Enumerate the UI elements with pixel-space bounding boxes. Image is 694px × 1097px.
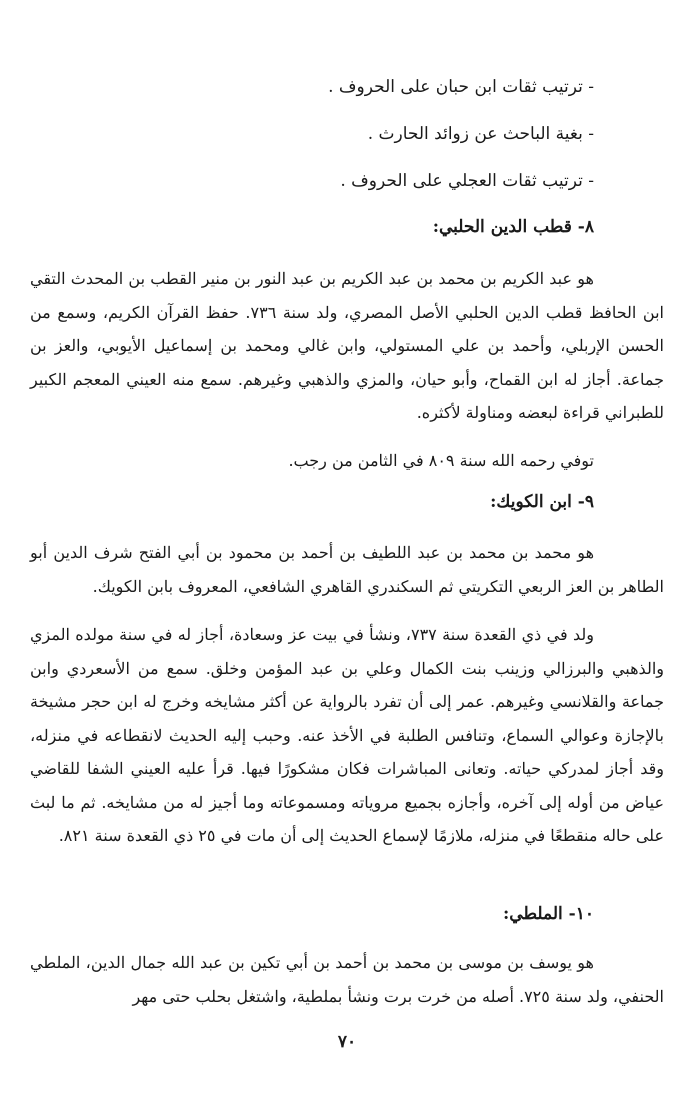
list-item: - ترتيب ثقات ابن حبان على الحروف . [328, 77, 594, 97]
list-item: - بغية الباحث عن زوائد الحارث . [367, 124, 594, 144]
section-heading: ٩- ابن الكويك: [490, 492, 594, 512]
paragraph: ولد في ذي القعدة سنة ٧٣٧، ونشأ في بيت عز وسعادة، أجاز له في سنة مولده المزي والذهبي والبرزالي وزينب بنت الكمال وعلي بن عبد المؤمن وخلق. سمع من الأسعردي وابن جماعة والقلانسي وغيرهم. عمر إلى أن تفرد بالرواية عن أكثر مشايخه وخرج له ابن حجر مشيخة بالإجازة وعوالي السماع، وتنافس الطلبة في الأخذ عنه. وحبب إليه الحديث لانقطاعه في منزله، وقد أجاز لمدركي حياته. وتعانى المباشرات فكان مشكورًا فيها. قرأ عليه العيني الشفا للقاضي عياض من أوله إلى آخره، وأجازه بجميع مروياته ومسموعاته وما أجيز له من مشايخه. ثم ما لبث على حاله منقطعًا في منزله، ملازمًا لإسماع الحديث إلى أن مات في ٢٥ ذي القعدة سنة ٨٢١. [30, 625, 665, 845]
list-item: - ترتيب ثقات العجلي على الحروف . [340, 171, 594, 191]
page-number: ٧٠ [337, 1032, 357, 1052]
paragraph: هو يوسف بن موسى بن محمد بن أحمد بن أبي تكين بن عبد الله جمال الدين، الملطي الحنفي، ولد سنة ٧٢٥. أصله من خرت برت ونشأ بملطية، واشتغل بحلب حتى مهر [30, 953, 664, 1006]
section-heading: ٨- قطب الدين الحلبي: [432, 217, 594, 237]
section-heading: ١٠- الملطي: [503, 904, 594, 924]
paragraph: هو محمد بن محمد بن عبد اللطيف بن أحمد بن محمود بن أبي الفتح شرف الدين أبو الطاهر بن العز الربعي التكريتي ثم السكندري القاهري الشافعي، المعروف بابن الكويك. [30, 543, 664, 596]
paragraph: هو عبد الكريم بن محمد بن عبد الكريم بن عبد النور بن منير القطب بن المحدث التقي ابن الحافظ قطب الدين الحلبي الأصل المصري، ولد سنة ٧٣٦. حفظ القرآن الكريم، وسمع من الحسن الإربلي، وأحمد بن علي المستولي، وابن غالي ومحمد بن إسماعيل الأيوبي، والعز بن جماعة. أجاز له ابن القماح، وأبو حيان، والمزي والذهبي وغيرهم. سمع منه العيني المعجم الكبير للطبراني قراءة لبعضه ومناولة لأكثره. [30, 269, 665, 422]
paragraph: توفي رحمه الله سنة ٨٠٩ في الثامن من رجب. [288, 451, 594, 470]
